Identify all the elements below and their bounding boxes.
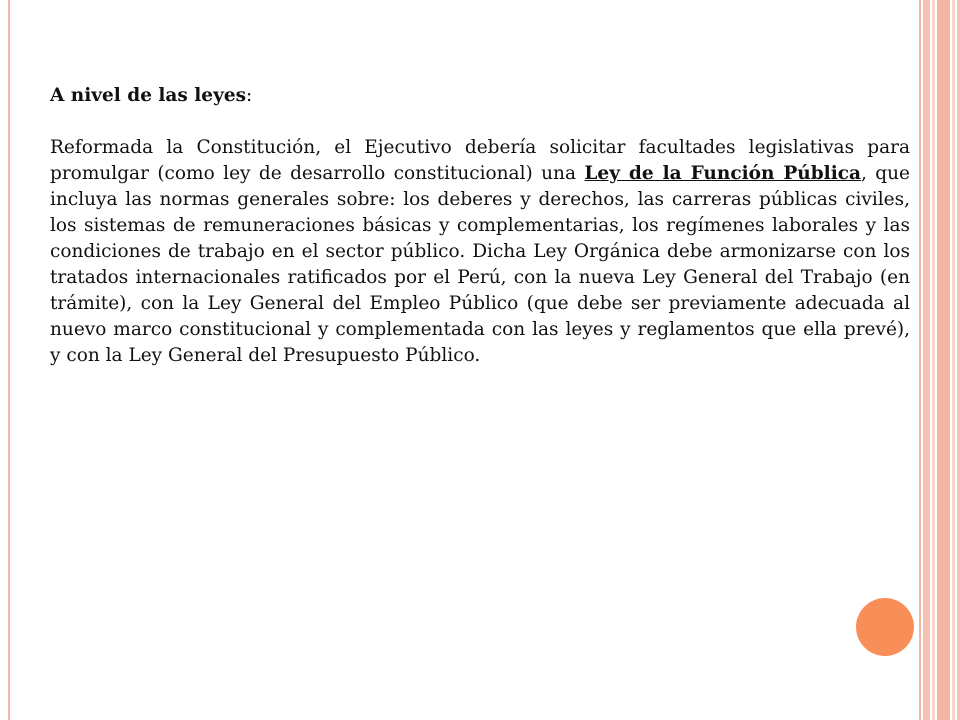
section-heading-label: A nivel de las leyes xyxy=(50,85,247,106)
decorative-stripe xyxy=(952,0,955,720)
section-heading-suffix: : xyxy=(246,85,253,106)
body-paragraph xyxy=(50,135,910,369)
section-heading xyxy=(50,83,910,109)
decorative-stripe xyxy=(937,0,950,720)
decorative-stripe xyxy=(923,0,930,720)
law-name-emphasis: Ley de la Función Pública xyxy=(584,163,861,184)
accent-circle-icon xyxy=(856,598,914,656)
slide-content xyxy=(50,83,910,369)
decorative-stripe xyxy=(932,0,935,720)
body-paragraph-part-1: Reformada la Constitución, el Ejecutivo debería solicitar facultades legislativas para promulgar (como ley de desarrollo constitucional) una xyxy=(50,137,910,184)
body-paragraph-part-2: , que incluya las normas generales sobre: los deberes y derechos, las carreras públicas civiles, los sistemas de remuneraciones básicas y complementarias, los regímenes laborales y las condiciones de trabajo en el sector público. Dicha Ley Orgánica debe armonizarse con los tratados internacionales ratificados por el Perú, con la nueva Ley General del Trabajo (en trámite), con la Ley General del Empleo Público (que debe ser previamente adecuada al nuevo marco constitucional y complementada con las leyes y reglamentos que ella prevé), y con la Ley General del Presupuesto Público. xyxy=(50,163,910,366)
